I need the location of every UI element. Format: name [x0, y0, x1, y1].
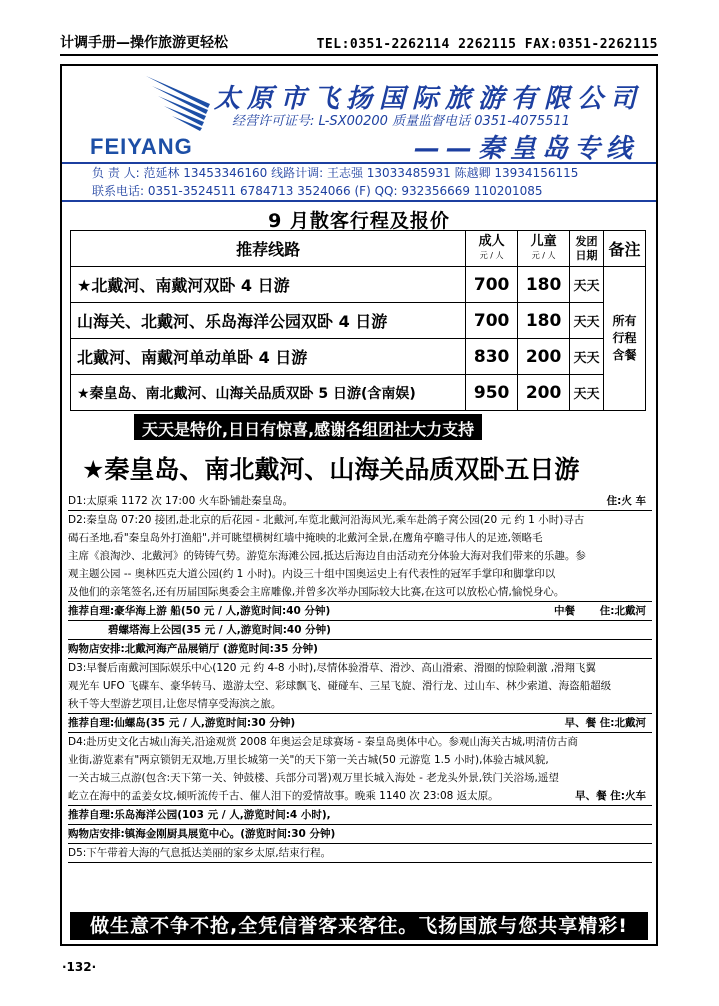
- itinerary-text: 及他们的亲笔签名,还有历届国际奥委会主席雕像,并曾多次举办国际较大比赛,在这可以放松心情,愉悦身心。: [68, 586, 565, 598]
- page-frame: [60, 64, 658, 946]
- child-price: 180: [518, 267, 570, 303]
- itinerary-text: 秋千等大型游艺项目,让您尽情享受海滨之旅。: [68, 698, 282, 710]
- table-header-row: [71, 231, 646, 267]
- tour-title: ★秦皇岛、南北戴河、山海关品质双卧五日游: [82, 455, 580, 484]
- company-name: 太原市飞扬国际旅游有限公司: [214, 84, 644, 114]
- itinerary-text: 主席《浪淘沙、北戴河》的铸铸气势。游览东海滩公园,抵达后海边自由活动充分体验大海对我们带来的乐趣。参: [68, 550, 586, 562]
- itinerary-text: D5:下午带着大海的气息抵达美丽的家乡太原,结束行程。: [68, 847, 332, 859]
- itinerary-text: 碧螺塔海上公园(35 元 / 人,游览时间:40 分钟): [108, 624, 331, 636]
- logo: [86, 74, 214, 159]
- itinerary-day: [68, 492, 652, 511]
- itinerary-text: D1:太原乘 1172 次 17:00 火车卧铺赴秦皇岛。: [68, 495, 294, 507]
- optional-item: [68, 602, 652, 621]
- child-label: 儿童: [530, 233, 557, 249]
- depart-cell: 天天: [570, 267, 604, 303]
- optional-item: [68, 806, 652, 825]
- shopping-item: [68, 640, 652, 659]
- itinerary: [68, 492, 652, 863]
- itinerary-text: 碣石圣地,看"秦皇岛外打渔船",并可眺望横树红墙中掩映的北戴河全景,在鹰角亭瞻寻伟人的足迹,领略毛: [68, 532, 543, 544]
- depart-cell: 天天: [570, 303, 604, 339]
- stay-info: 住:北戴河: [599, 605, 646, 617]
- itinerary-text: 推荐自理:仙螺岛(35 元 / 人,游览时间:30 分钟): [68, 717, 296, 729]
- itinerary-text: 屹立在海中的孟姜女坟,倾听流传千古、催人泪下的爱情故事。晚乘 1140 次 23:08 返太原。: [68, 790, 499, 802]
- depart-cell: 天天: [570, 339, 604, 375]
- route-cell: 北戴河、南戴河单动单卧 4 日游: [71, 339, 466, 375]
- route-cell: ★北戴河、南戴河双卧 4 日游: [71, 267, 466, 303]
- promo-banner: 天天是特价,日日有惊喜,感谢各组团社大力支持: [134, 414, 482, 440]
- optional-item: [68, 714, 652, 733]
- table-row: [71, 339, 646, 375]
- logo-text: FEIYANG: [90, 134, 193, 159]
- header-route: 推荐线路: [71, 231, 466, 267]
- itinerary-text: 购物店安排:北戴河海产品展销厅 (游览时间:35 分钟): [68, 643, 318, 655]
- price-table: [70, 230, 646, 411]
- itinerary-text: 购物店安排:镇海金刚厨具展览中心。(游览时间:30 分钟): [68, 828, 336, 840]
- phone-line: 联系电话: 0351-3524511 6784713 3524066 (F) QQ: 932356669 110201085: [92, 184, 543, 198]
- slogan: 计调手册—操作旅游更轻松: [60, 35, 228, 51]
- adult-price: 950: [466, 375, 518, 411]
- stay-info: 住:火 车: [606, 495, 646, 507]
- child-price: 200: [518, 339, 570, 375]
- itinerary-text: D4:赴历史文化古城山海关,沿途观赏 2008 年奥运会足球赛场 - 秦皇岛奥体中心。参观山海关古城,明清仿古商: [68, 736, 578, 748]
- note-text: 行程: [612, 331, 637, 345]
- header-depart: [570, 231, 604, 267]
- adult-price: 830: [466, 339, 518, 375]
- child-price: 200: [518, 375, 570, 411]
- itinerary-text: D2:秦皇岛 07:20 接团,赴北京的后花园 - 北戴河,车览北戴河沿海风光,乘车赴鸽子窝公园(20 元 约 1 小时)寻古: [68, 514, 585, 526]
- header-child: [518, 231, 570, 267]
- header-note: 备注: [604, 231, 646, 267]
- header: [62, 66, 656, 164]
- child-price: 180: [518, 303, 570, 339]
- itinerary-text: D3:早餐后南戴河国际娱乐中心(120 元 约 4-8 小时),尽情体验滑草、滑沙、高山滑索、滑圈的惊险刺激 ,滑翔飞翼: [68, 662, 597, 674]
- page-number: ·132·: [62, 960, 97, 974]
- itinerary-day: [68, 844, 652, 863]
- note-text: 所有: [612, 314, 637, 328]
- depart-label: 发团: [575, 234, 598, 248]
- adult-price: 700: [466, 303, 518, 339]
- itinerary-text: 推荐自理:乐岛海洋公园(103 元 / 人,游览时间:4 小时),: [68, 809, 331, 821]
- note-cell: [604, 267, 646, 411]
- stay-info: 早、餐 住:北戴河: [564, 717, 646, 729]
- optional-item: [68, 621, 652, 640]
- table-row: [71, 375, 646, 411]
- itinerary-day: [68, 511, 652, 602]
- table-row: [71, 303, 646, 339]
- depart-cell: 天天: [570, 375, 604, 411]
- unit-label: 元 / 人: [479, 250, 504, 260]
- license-info: 经营许可证号: L-SX00200 质量监督电话 0351-4075511: [232, 114, 570, 129]
- itinerary-day: [68, 733, 652, 806]
- unit-label: 元 / 人: [531, 250, 556, 260]
- itinerary-text: 业街,游览素有"两京锁钥无双地,万里长城第一关"的天下第一关古城(50 元游览 1.5 小时),体验古城风貌,: [68, 754, 549, 766]
- stay-info: 早、餐 住:火车: [575, 790, 646, 802]
- header-adult: [466, 231, 518, 267]
- itinerary-text: 观光车 UFO 飞碟车、豪华转马、遨游太空、彩球飘飞、碰碰车、三星飞旋、滑行龙、过山车、林少索道、海盗船超级: [68, 680, 612, 692]
- itinerary-day: [68, 659, 652, 714]
- route-title: ——秦皇岛专线: [414, 134, 639, 164]
- itinerary-text: 观主题公园 -- 奥林匹克大道公园(约 1 小时)。内设三十组中国奥运史上有代表性的冠军手掌印和脚掌印以: [68, 568, 556, 580]
- meal-info: 中餐: [554, 605, 575, 617]
- itinerary-text: 推荐自理:豪华海上游 船(50 元 / 人,游览时间:40 分钟): [68, 605, 331, 617]
- table-row: [71, 267, 646, 303]
- manager-line: 负 责 人: 范延林 13453346160 线路计调: 王志强 13033485931 陈越卿 13934156115: [92, 166, 579, 180]
- route-cell: 山海关、北戴河、乐岛海洋公园双卧 4 日游: [71, 303, 466, 339]
- adult-price: 700: [466, 267, 518, 303]
- wing-icon: [144, 74, 214, 132]
- top-bar: [60, 30, 658, 56]
- route-cell: ★秦皇岛、南北戴河、山海关品质双卧 5 日游(含南娱): [71, 375, 466, 411]
- shopping-item: [68, 825, 652, 844]
- top-contact: TEL:0351-2262114 2262115 FAX:0351-2262115: [316, 37, 658, 52]
- bottom-banner: 做生意不争不抢,全凭信誉客来客往。飞扬国旅与您共享精彩!: [70, 912, 648, 940]
- schedule-title: 9 月散客行程及报价: [268, 210, 450, 232]
- itinerary-text: 一关古城三点游(包含:天下第一关、钟鼓楼、兵部分司署)观万里长城入海处 - 老龙头外景,铁门关浴场,遥望: [68, 772, 559, 784]
- adult-label: 成人: [478, 233, 505, 249]
- depart-label: 日期: [575, 248, 598, 262]
- divider: [62, 200, 656, 202]
- note-text: 含餐: [612, 348, 637, 362]
